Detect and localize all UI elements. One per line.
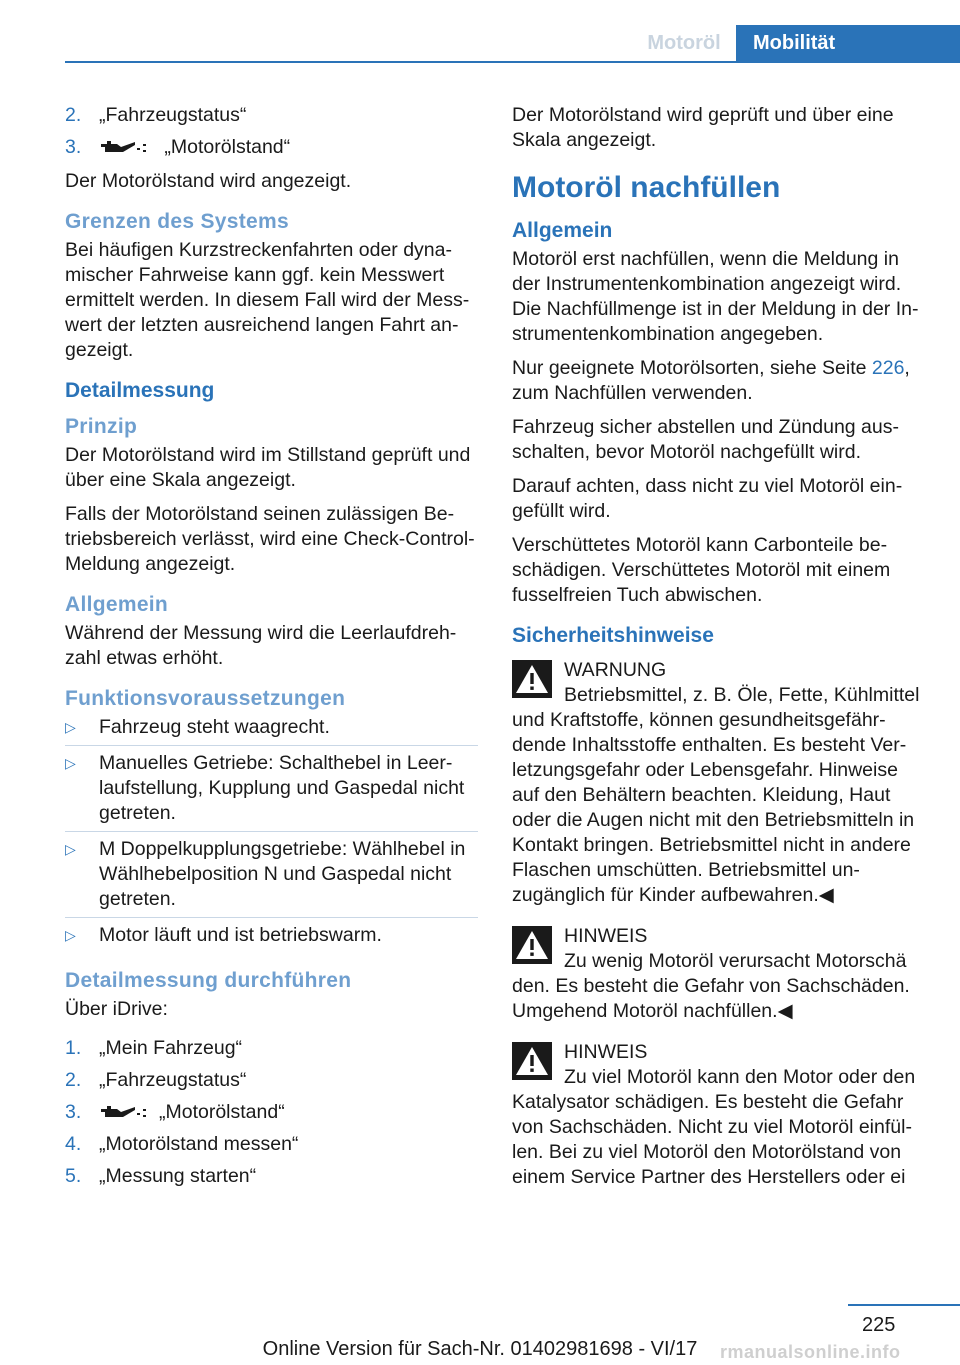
list-item xyxy=(65,918,478,953)
heading-motoroel-nachfuellen: Motoröl nachfüllen xyxy=(512,171,781,204)
triangle-bullet-icon: ▷ xyxy=(65,927,76,943)
page-number: 225 xyxy=(862,1314,896,1336)
watermark: rmanualsonline.info xyxy=(720,1342,901,1362)
list-text: „Fahrzeugstatus“ xyxy=(99,1069,247,1091)
step-list xyxy=(65,1036,478,1189)
list-text: „Messung starten“ xyxy=(99,1165,257,1187)
notice-text: den. Es besteht die Gefahr von Sachschäden. Umgehend Motoröl nachfüllen.◀ xyxy=(512,975,910,1022)
warning-title: WARNUNG xyxy=(564,659,667,681)
paragraph: Der Motorölstand wird geprüft und über eine Skala angezeigt. xyxy=(512,104,894,151)
heading-detailmessung-durchfuehren: Detailmessung durchführen xyxy=(65,969,352,992)
notice-block xyxy=(512,924,930,1024)
list-number: 5. xyxy=(65,1165,82,1187)
list-item xyxy=(65,715,478,746)
list-item xyxy=(65,746,478,832)
list-text: „Motorölstand“ xyxy=(164,136,291,158)
paragraph: Falls der Motorölstand seinen zulässigen Betriebsbereich verlässt, wird eine Check-Control-Meldung angezeigt. xyxy=(65,503,475,575)
warning-triangle-icon xyxy=(512,1042,552,1080)
heading-detailmessung: Detailmessung xyxy=(65,379,215,402)
heading-funktionsvoraussetzungen: Funktionsvoraussetzungen xyxy=(65,687,346,710)
list-number: 3. xyxy=(65,1101,82,1123)
conditions-list xyxy=(65,715,478,953)
list-item xyxy=(65,1132,478,1157)
list-text: „Mein Fahrzeug“ xyxy=(99,1037,243,1059)
notice-text: Zu wenig Motoröl verursacht Motorschä xyxy=(564,950,907,972)
paragraph: Motoröl erst nachfüllen, wenn die Meldung in der Instrumentenkombination angezeigt wird. Die Nachfüllmenge ist in der Meldung in der Instrumentenkombination angegeben. xyxy=(512,248,919,345)
list-text: „Motorölstand messen“ xyxy=(99,1133,299,1155)
heading-allgemein: Allgemein xyxy=(512,219,613,242)
triangle-bullet-icon: ▷ xyxy=(65,755,76,771)
list-number: 2. xyxy=(65,1069,82,1091)
header-tab-mobilitaet: Mobilität xyxy=(736,25,960,61)
right-column xyxy=(512,103,930,1204)
list-text: Fahrzeug steht waagrecht. xyxy=(99,716,330,738)
list-item xyxy=(65,1100,478,1125)
paragraph: Der Motorölstand wird angezeigt. xyxy=(65,170,352,192)
header-rule xyxy=(65,61,960,63)
paragraph-text: Nur geeignete Motorölsorten, siehe Seite xyxy=(512,357,872,379)
paragraph: Während der Messung wird die Leerlaufdrehzahl etwas erhöht. xyxy=(65,622,457,669)
top-step-list xyxy=(65,103,478,160)
heading-grenzen: Grenzen des Systems xyxy=(65,210,289,233)
notice-text: Katalysator schädigen. Es besteht die Gefahr von Sachschäden. Nicht zu viel Motoröl einfüllen. Bei zu viel Motoröl den Motorölstand von einem Service Partner des Herstellers oder ei xyxy=(512,1091,912,1188)
warning-text: und Kraftstoffe, können gesundheitsgefährdende Inhaltsstoffe enthalten. Es besteht Verletzungsgefahr oder Lebensgefahr. Hinweise auf den Behältern beachten. Kleidung, Haut oder die Augen nicht mit den Betriebsmitteln in Kontakt bringen. Betriebsmittel nicht in andere Flaschen umschütten. Betriebsmittel unzugänglich für Kinder aufbewahren.◀ xyxy=(512,709,915,906)
list-item xyxy=(65,103,478,128)
list-item xyxy=(65,1036,478,1061)
list-item xyxy=(65,1164,478,1189)
header-tab-motoroel: Motoröl xyxy=(647,32,721,54)
list-text: M Doppelkupplungsgetriebe: Wählhebel in Wählhebelposition N und Gaspedal nicht getreten. xyxy=(99,838,466,910)
triangle-bullet-icon: ▷ xyxy=(65,719,76,735)
list-item xyxy=(65,135,478,160)
list-number: 1. xyxy=(65,1037,82,1059)
paragraph: Verschüttetes Motoröl kann Carbonteile beschädigen. Verschüttetes Motoröl mit einem fusselfreien Tuch abwischen. xyxy=(512,534,891,606)
list-number: 2. xyxy=(65,104,82,126)
list-text: „Fahrzeugstatus“ xyxy=(99,104,247,126)
warning-block xyxy=(512,658,930,908)
list-text: Motor läuft und ist betriebswarm. xyxy=(99,924,382,946)
triangle-bullet-icon: ▷ xyxy=(65,841,76,857)
list-number: 3. xyxy=(65,136,82,158)
notice-text: Zu viel Motoröl kann den Motor oder den xyxy=(564,1066,916,1088)
notice-title: HINWEIS xyxy=(564,925,648,947)
page-link[interactable]: 226 xyxy=(871,357,905,379)
list-text: „Motorölstand“ xyxy=(159,1101,285,1123)
oil-level-icon xyxy=(99,136,153,156)
heading-allgemein: Allgemein xyxy=(65,593,169,616)
paragraph: Der Motorölstand wird im Stillstand geprüft und über eine Skala angezeigt. xyxy=(65,444,471,491)
paragraph xyxy=(512,356,930,406)
notice-block xyxy=(512,1040,930,1190)
list-text: Manuelles Getriebe: Schalthebel in Leerlaufstellung, Kupplung und Gaspedal nicht getreten. xyxy=(99,752,465,824)
heading-sicherheitshinweise: Sicherheitshinweise xyxy=(512,624,714,647)
paragraph-text: , zum Nachfüllen verwenden. xyxy=(512,357,910,404)
paragraph: Über iDrive: xyxy=(65,998,168,1020)
paragraph: Fahrzeug sicher abstellen und Zündung ausschalten, bevor Motoröl nachgefüllt wird. xyxy=(512,416,899,463)
online-version-text: Online Version für Sach-Nr. 01402981698 - VI/17 xyxy=(262,1338,698,1360)
list-number: 4. xyxy=(65,1133,82,1155)
notice-title: HINWEIS xyxy=(564,1041,648,1063)
warning-triangle-icon xyxy=(512,926,552,964)
paragraph: Bei häufigen Kurzstreckenfahrten oder dynamischer Fahrweise kann ggf. kein Messwert ermittelt werden. In diesem Fall wird der Messwert der letzten ausreichend langen Fahrt angezeigt. xyxy=(65,239,470,361)
footer-rule xyxy=(848,1304,960,1306)
left-column xyxy=(65,103,478,1198)
list-item xyxy=(65,1068,478,1093)
oil-level-icon xyxy=(99,1101,153,1121)
paragraph: Darauf achten, dass nicht zu viel Motoröl eingefüllt wird. xyxy=(512,475,903,522)
warning-triangle-icon xyxy=(512,660,552,698)
heading-prinzip: Prinzip xyxy=(65,415,138,438)
list-item xyxy=(65,832,478,918)
warning-text: Betriebsmittel, z. B. Öle, Fette, Kühlmittel xyxy=(564,684,920,706)
